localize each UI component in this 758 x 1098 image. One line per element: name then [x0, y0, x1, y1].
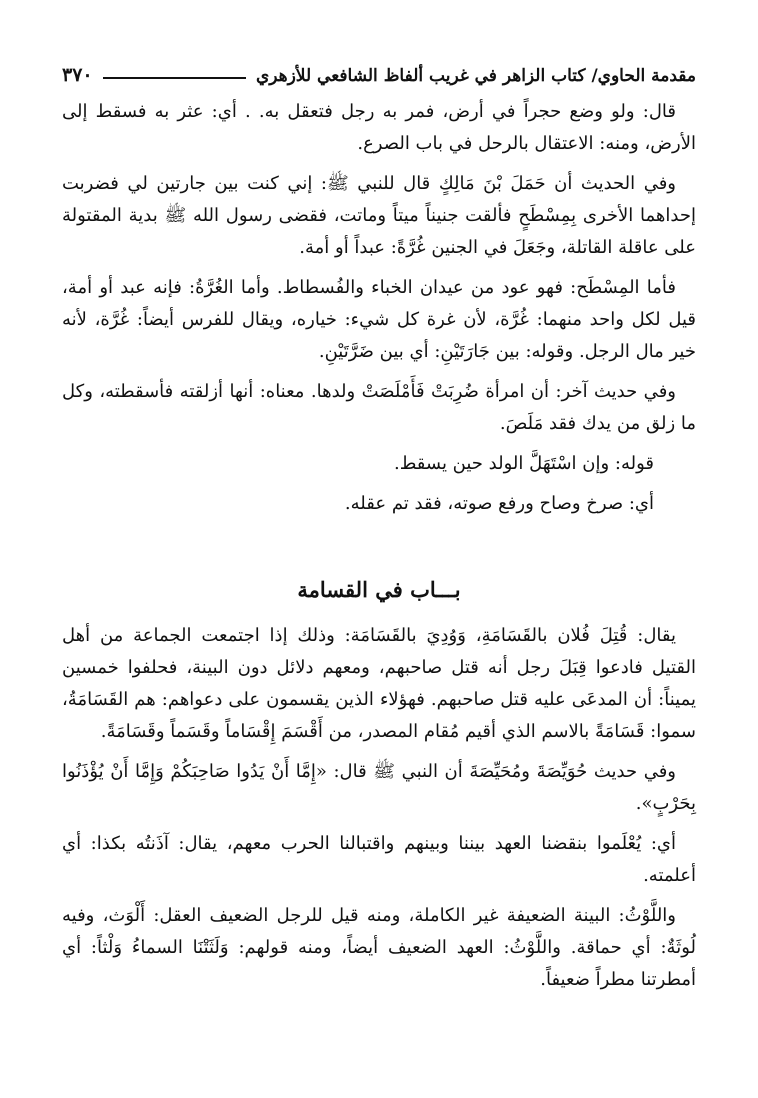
running-head-title: مقدمة الحاوي/ كتاب الزاهر في غريب ألفاظ الشافعي للأزهري	[255, 66, 696, 86]
paragraph-gap	[62, 892, 696, 900]
section-gap	[62, 520, 696, 570]
paragraph-gap	[62, 748, 696, 756]
paragraph-gap	[62, 160, 696, 168]
page-number: ٣٧٠	[62, 64, 93, 86]
paragraph-gap	[62, 368, 696, 376]
paragraph-gap	[62, 480, 696, 488]
paragraph: وفي الحديث أن حَمَلَ بْنَ مَالِكٍ قال للنبي ﷺ: إني كنت بين جارتين لي فضربت إحداهما الأخرى بِمِسْطَحٍ فألقت جنيناً ميتاً وماتت، فقضى رسول الله ﷺ بدية المقتولة على عاقلة القاتلة، وجَعَلَ في الجنين غُرَّةً: عبداً أو أمة.	[62, 173, 696, 258]
paragraph: فأما المِسْطَح: فهو عود من عيدان الخباء والفُسطاط. وأما الغُرَّةُ: فإنه عبد أو أمة، قيل لكل واحد منهما: غُرَّة، لأن غرة كل شيء: خياره، ويقال للفرس أيضاً: غُرَّة، لأنه خير مال الرجل. وقوله: بين جَارَتَيْنِ: أي بين ضَرَّتَيْنِ.	[62, 277, 696, 362]
running-head	[62, 52, 696, 86]
section-title: بـــاب في القسامة	[297, 577, 461, 602]
paragraph: أي: يُعْلَموا بنقضنا العهد بيننا وبينهم واقتبالنا الحرب معهم، يقال: آذَنتُه بكذا: أي أعلمته.	[62, 833, 696, 886]
paragraph: أي: صرخ وصاح ورفع صوته، فقد تم عقله.	[344, 493, 654, 514]
paragraph: واللَّوْثُ: البينة الضعيفة غير الكاملة، ومنه قيل للرجل الضعيف العقل: أَلْوَث، وفيه لُوثَةٌ: أي حماقة. واللَّوْثُ: العهد الضعيف أيضاً، ومنه قولهم: وَلَثَتْنَا السماءُ وَلْثاً: أي أمطرتنا مطراً ضعيفاً.	[62, 905, 696, 990]
paragraph: قال: ولو وضع حجراً في أرض، فمر به رجل فتعقل به. . أي: عثر به فسقط إلى الأرض، ومنه: الاعتقال بالرحل في باب الصرع.	[62, 101, 696, 154]
paragraph: وفي حديث آخر: أن امرأة ضُرِبَتْ فَأَمْلَصَتْ ولدها. معناه: أنها أزلقته فأسقطته، وكل ما زلق من يدك فقد مَلَصَ.	[62, 381, 696, 434]
running-head-rule	[103, 77, 246, 79]
paragraph: وفي حديث حُوَيِّصَةَ ومُحَيِّصَةَ أن النبي ﷺ قال: «إِمَّا أَنْ يَدُوا صَاحِبَكُمْ وَإِمَّا أَنْ يُؤْذَنُوا بِحَرْبٍ».	[62, 761, 696, 814]
paragraph-gap	[62, 440, 696, 448]
book-page	[62, 52, 696, 1098]
paragraph-gap	[62, 820, 696, 828]
paragraph: يقال: قُتِلَ فُلان بالقَسَامَةِ، وَوُدِيَ بالقَسَامَة: وذلك إذا اجتمعت الجماعة من أهل القتيل فادعوا قِبَلَ رجل أنه قتل صاحبهم، ومعهم دلائل دون البينة، فحلفوا خمسين يميناً: أن المدعَى عليه قتل صاحبهم. فهؤلاء الذين يقسمون على دعواهم: هم القَسَامَةُ، سموا: قَسَامَةً بالاسم الذي أقيم مُقام المصدر، من أَقْسَمَ إِقْسَاماً وقَسَماً وقَسَامَةً.	[62, 625, 696, 742]
paragraph-gap	[62, 264, 696, 272]
paragraph: قوله: وإن اسْتَهَلَّ الولد حين يسقط.	[393, 453, 654, 474]
